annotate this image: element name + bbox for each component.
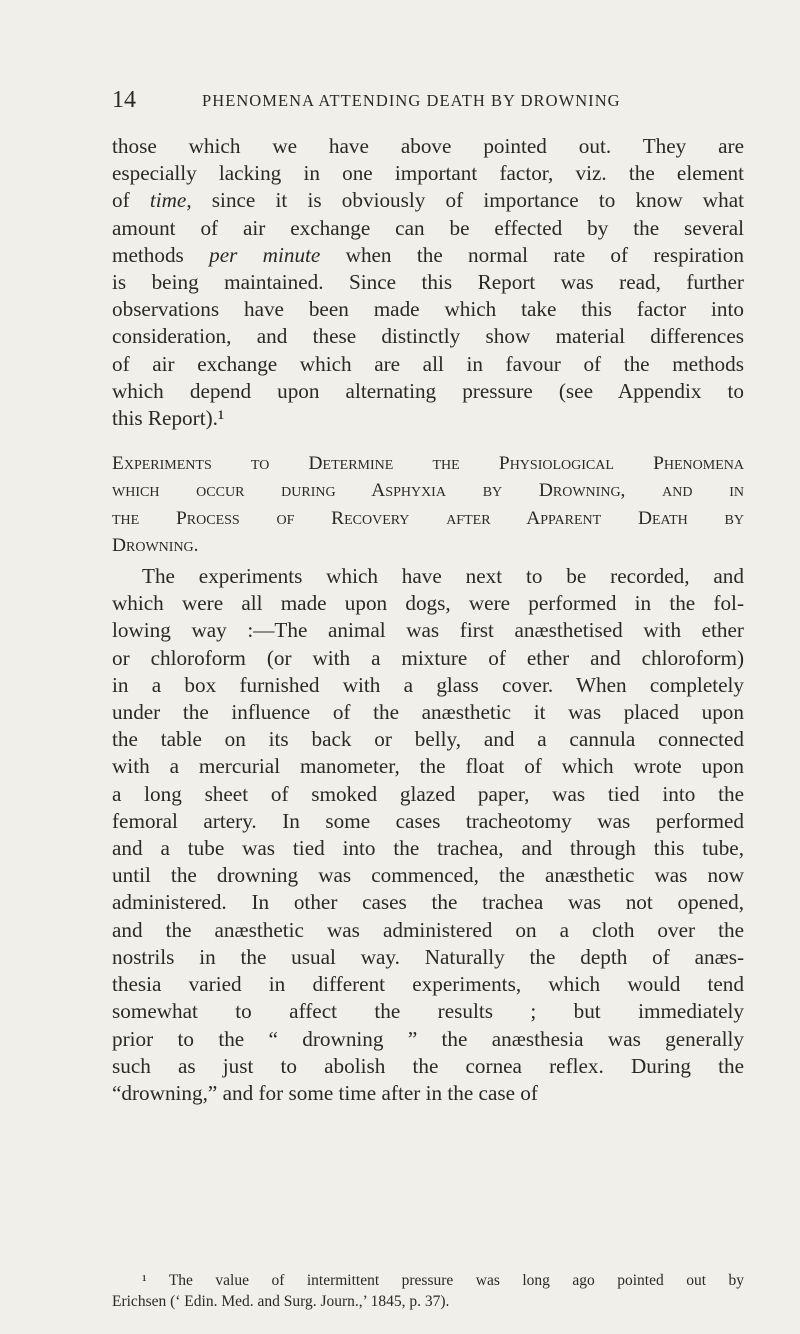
text-line: until the drowning was commenced, the anæsthetic was now	[112, 863, 744, 888]
text-line: administered. In other cases the trachea was not opened,	[112, 890, 744, 915]
text-line: lowing way :—The animal was first anæsthetised with ether	[112, 618, 744, 643]
emphasis: per minute	[209, 242, 321, 267]
paragraph-continued	[112, 133, 744, 432]
emphasis: time	[149, 188, 187, 213]
text-line: such as just to abolish the cornea reflex. During the	[112, 1053, 744, 1078]
text-line: the table on its back or belly, and a cannula connected	[112, 727, 744, 752]
text-line: somewhat to affect the results ; but immediately	[112, 999, 744, 1024]
text-line: and a tube was tied into the trachea, and through this tube,	[112, 836, 744, 861]
text-line: a long sheet of smoked glazed paper, was tied into the	[112, 781, 744, 806]
text-line: which occur during Asphyxia by Drowning, and in	[112, 480, 744, 502]
text-line: those which we have above pointed out. They are	[112, 134, 744, 158]
text-line: under the influence of the anæsthetic it was placed upon	[112, 700, 744, 725]
footnote	[112, 1270, 744, 1312]
text-line: and the anæsthetic was administered on a cloth over the	[112, 917, 744, 942]
text-line: is being maintained. Since this Report was read, further	[112, 270, 744, 295]
text-line: nostrils in the usual way. Naturally the depth of anæs-	[112, 944, 744, 969]
section-heading	[112, 450, 744, 559]
text-line: methods per minute when the normal rate of respiration	[112, 242, 744, 267]
page-body	[112, 133, 744, 1107]
text-line: Experiments to Determine the Physiological Phenomena	[112, 453, 744, 475]
paragraph-experiments	[112, 563, 744, 1107]
text-line: of time, since it is obviously of importance to know what	[112, 188, 744, 213]
text-line: which were all made upon dogs, were performed in the fol-	[112, 591, 744, 616]
text-line: prior to the “ drowning ” the anæsthesia was generally	[112, 1026, 744, 1051]
page-number: 14	[112, 87, 136, 113]
text-line: “drowning,” and for some time after in the case of	[112, 1080, 538, 1105]
text-line: The experiments which have next to be recorded, and	[142, 564, 744, 589]
text-line: of air exchange which are all in favour of the methods	[112, 351, 744, 376]
text-line: Erichsen (‘ Edin. Med. and Surg. Journ.,’ 1845, p. 37).	[112, 1293, 450, 1310]
text-line: or chloroform (or with a mixture of ether and chloroform)	[112, 645, 744, 670]
text-line: amount of air exchange can be effected by the several	[112, 215, 744, 240]
text-line: this Report).¹	[112, 406, 225, 431]
text-line: thesia varied in different experiments, which would tend	[112, 972, 744, 997]
running-title: PHENOMENA ATTENDING DEATH BY DROWNING	[202, 91, 621, 110]
page-header	[112, 87, 744, 113]
text-line: which depend upon alternating pressure (see Appendix to	[112, 378, 744, 403]
text-line: consideration, and these distinctly show material differences	[112, 324, 744, 349]
text-line: with a mercurial manometer, the float of which wrote upon	[112, 754, 744, 779]
text-line: ¹ The value of intermittent pressure was long ago pointed out by	[142, 1272, 744, 1289]
text-line: especially lacking in one important factor, viz. the element	[112, 161, 744, 186]
text-line: observations have been made which take this factor into	[112, 297, 744, 322]
text-line: in a box furnished with a glass cover. When completely	[112, 672, 744, 697]
text-line: femoral artery. In some cases tracheotomy was performed	[112, 808, 744, 833]
text-line: Drowning.	[112, 534, 199, 556]
text-line: the Process of Recovery after Apparent Death by	[112, 507, 744, 529]
